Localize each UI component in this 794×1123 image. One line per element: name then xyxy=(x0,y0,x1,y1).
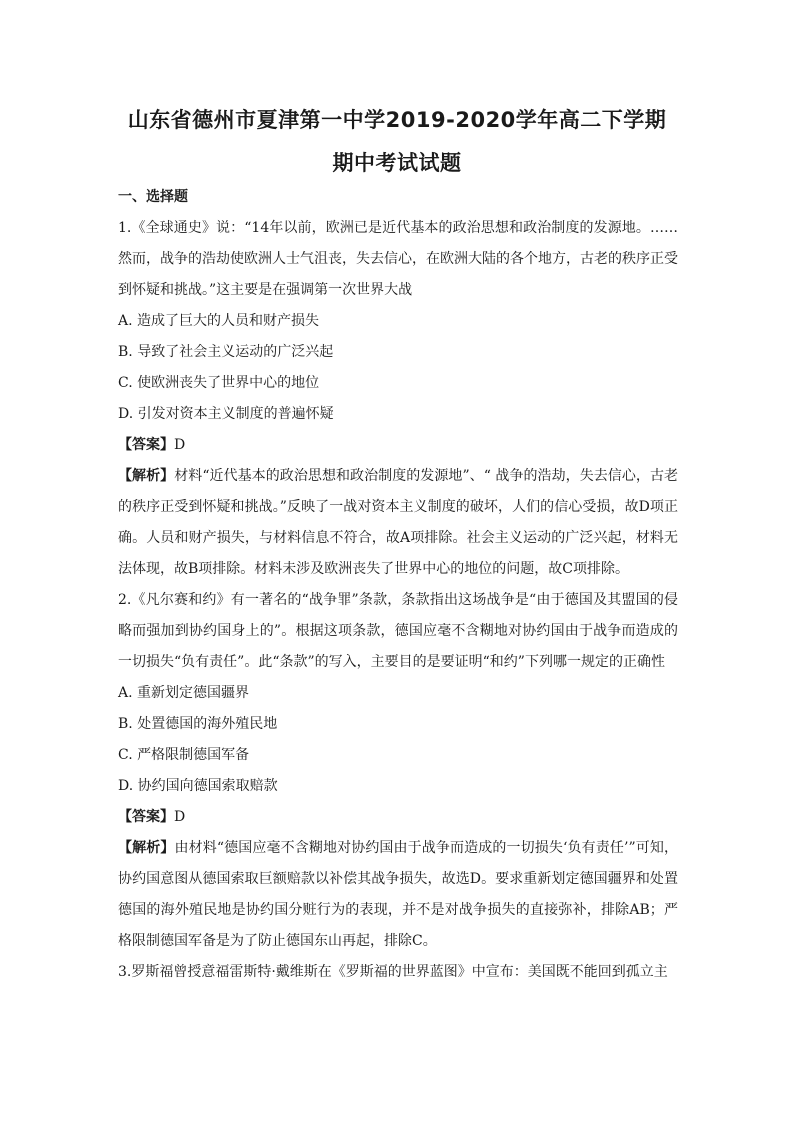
question-2-answer xyxy=(118,802,678,833)
section-heading: 一、选择题 xyxy=(118,189,188,205)
question-1-answer xyxy=(118,430,678,461)
question-1-option-d: D. 引发对资本主义制度的普遍怀疑 xyxy=(118,406,334,422)
answer-value: D xyxy=(174,809,186,825)
question-1-option-b: B. 导致了社会主义运动的广泛兴起 xyxy=(118,344,334,360)
document-title-line2: 期中考试试题 xyxy=(332,151,462,175)
question-2-option-d: D. 协约国向德国索取赔款 xyxy=(118,778,278,794)
document-body xyxy=(118,213,678,988)
question-3-stem: 3.罗斯福曾授意福雷斯特·戴维斯在《罗斯福的世界蓝图》中宣布：美国既不能回到孤立主 xyxy=(118,964,668,980)
document-title-line1: 山东省德州市夏津第一中学2019-2020学年高二下学期 xyxy=(127,108,667,132)
question-2-option-c: C. 严格限制德国军备 xyxy=(118,747,250,763)
analysis-tag: 【解析】 xyxy=(118,468,175,484)
question-2-stem: 2.《凡尔赛和约》有一著名的“战争罪”条款，条款指出这场战争是“由于德国及其盟国的侵略而强加到协约国身上的”。根据这项条款，德国应毫不含糊地对协约国由于战争而造成的一切损失“负有责任”。此“条款”的写入，主要目的是要证明“和约”下列哪一规定的正确性 xyxy=(118,592,678,670)
question-2-analysis xyxy=(118,833,678,957)
question-1-option-c: C. 使欧洲丧失了世界中心的地位 xyxy=(118,375,320,391)
question-2-option-b: B. 处置德国的海外殖民地 xyxy=(118,716,278,732)
question-1-stem: 1.《全球通史》说：“14年以前，欧洲已是近代基本的政治思想和政治制度的发源地。……然而，战争的浩劫使欧洲人士气沮丧，失去信心，在欧洲大陆的各个地方，古老的秩序正受到怀疑和挑战。”这主要是在强调第一次世界大战 xyxy=(118,220,678,298)
analysis-text: 材料“近代基本的政治思想和政治制度的发源地”、“ 战争的浩劫，失去信心，古老的秩序正受到怀疑和挑战。”反映了一战对资本主义制度的破坏，人们的信心受损，故D项正确。人员和财产损失，与材料信息不符合，故A项排除。社会主义运动的广泛兴起，材料无法体现，故B项排除。材料未涉及欧洲丧失了世界中心的地位的问题，故C项排除。 xyxy=(118,468,679,577)
question-2-option-a: A. 重新划定德国疆界 xyxy=(118,685,250,701)
answer-tag: 【答案】 xyxy=(118,809,174,825)
analysis-tag: 【解析】 xyxy=(118,840,175,856)
question-1-analysis xyxy=(118,461,678,585)
answer-value: D xyxy=(174,437,186,453)
analysis-text: 由材料“德国应毫不含糊地对协约国由于战争而造成的一切损失‘负有责任’”可知，协约国意图从德国索取巨额赔款以补偿其战争损失，故选D。要求重新划定德国疆界和处置德国的海外殖民地是协约国分赃行为的表现，并不是对战争损失的直接弥补，排除AB；严格限制德国军备是为了防止德国东山再起，排除C。 xyxy=(118,840,679,949)
answer-tag: 【答案】 xyxy=(118,437,174,453)
question-1-option-a: A. 造成了巨大的人员和财产损失 xyxy=(118,313,320,329)
